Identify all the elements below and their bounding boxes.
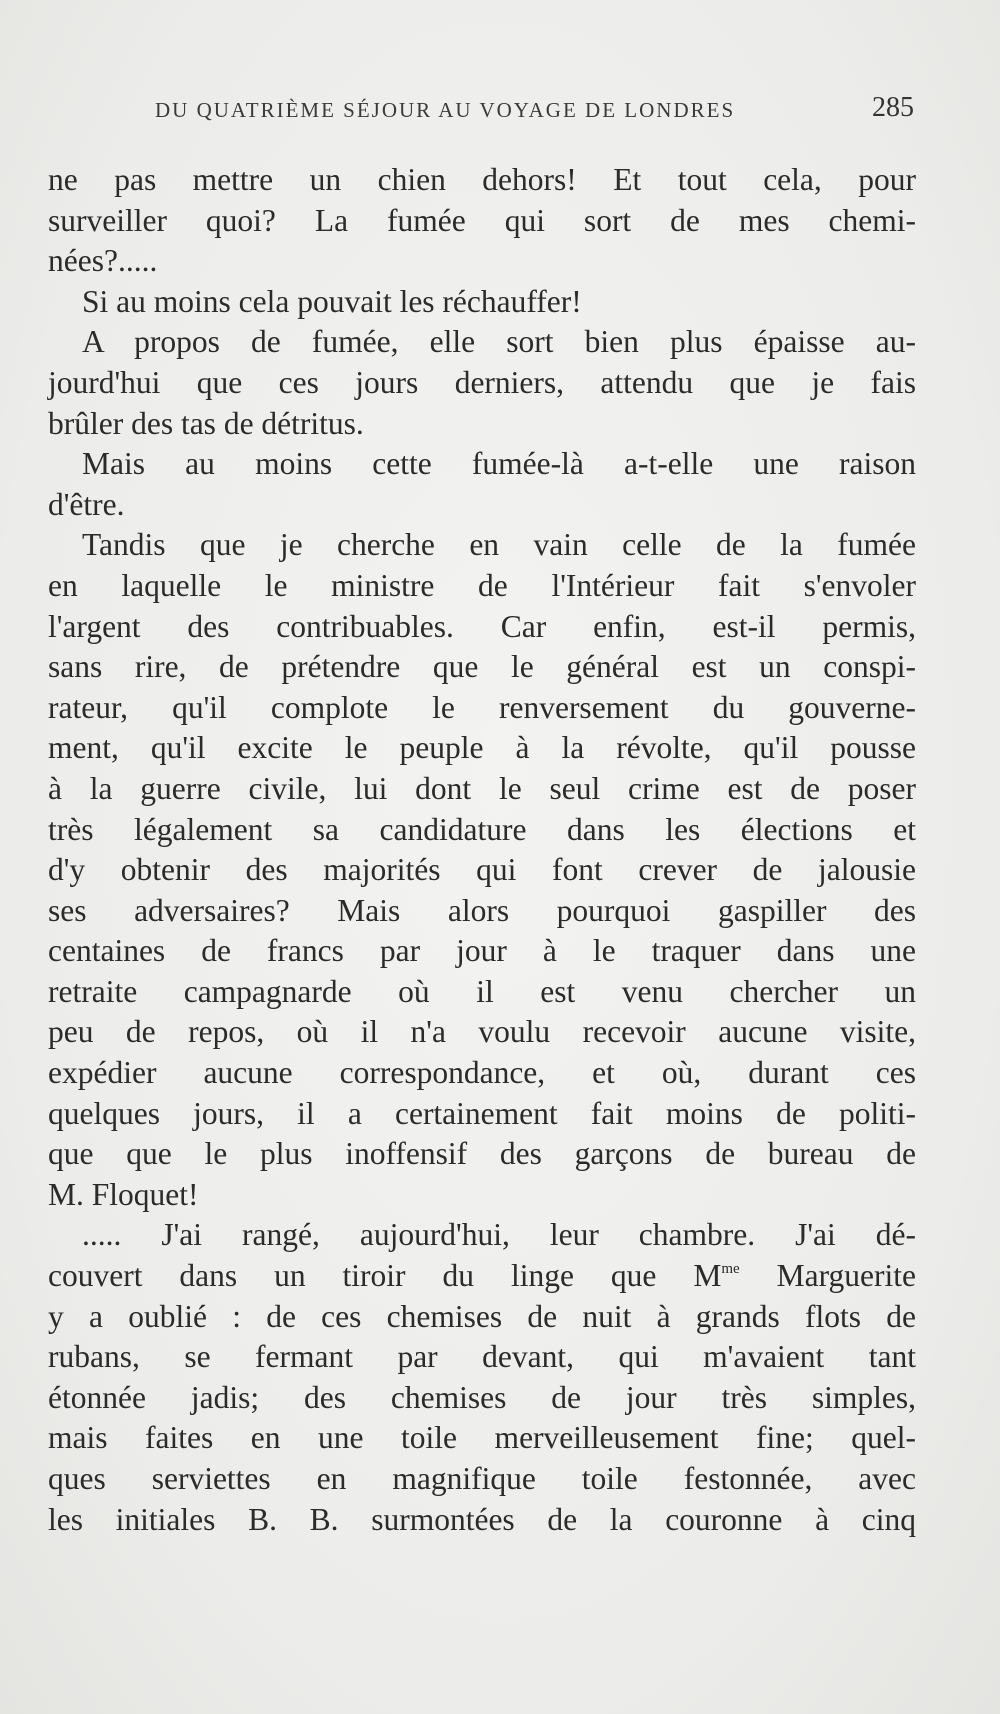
text-line: rubans, se fermant par devant, qui m'avaient tant: [48, 1339, 916, 1375]
page-number: 285: [872, 92, 914, 123]
text-line: peu de repos, où il n'a voulu recevoir aucune visite,: [48, 1014, 916, 1050]
superscript: me: [721, 1261, 740, 1278]
text-line: rateur, qu'il complote le renversement du gouverne-: [48, 689, 916, 725]
text-line: très légalement sa candidature dans les élections et: [48, 811, 916, 847]
text-line: à la guerre civile, lui dont le seul crime est de poser: [48, 770, 916, 806]
text-line: Si au moins cela pouvait les réchauffer!: [82, 283, 582, 319]
text-line: brûler des tas de détritus.: [48, 405, 364, 441]
text-line: en laquelle le ministre de l'Intérieur fait s'envoler: [48, 567, 916, 603]
text-line: nées?.....: [48, 243, 158, 279]
text-line: ses adversaires? Mais alors pourquoi gaspiller des: [48, 892, 916, 928]
text-line: ques serviettes en magnifique toile festonnée, avec: [48, 1461, 916, 1496]
text-line: quelques jours, il a certainement fait moins de politi-: [48, 1095, 916, 1131]
text-line: ne pas mettre un chien dehors! Et tout cela, pour: [48, 162, 916, 197]
text-line: surveiller quoi? La fumée qui sort de mes chemi-: [48, 202, 916, 238]
text-line: étonnée jadis; des chemises de jour très simples,: [48, 1379, 916, 1415]
text-line: retraite campagnarde où il est venu chercher un: [48, 973, 916, 1009]
text-line: d'y obtenir des majorités qui font crever de jalousie: [48, 852, 916, 888]
text-line: sans rire, de prétendre que le général est un conspi-: [48, 649, 916, 685]
text-line: Mais au moins cette fumée-là a-t-elle une raison: [82, 446, 916, 482]
text-line: ..... J'ai rangé, aujourd'hui, leur chambre. J'ai dé-: [82, 1217, 916, 1253]
text-line: M. Floquet!: [48, 1176, 199, 1212]
text-line: couvert dans un tiroir du linge que $M^{me}$ Marguerite: [48, 1258, 916, 1294]
text-line: Tandis que je cherche en vain celle de la fumée: [82, 527, 916, 563]
text-line: expédier aucune correspondance, et où, durant ces: [48, 1055, 916, 1091]
text-line: y a oublié : de ces chemises de nuit à grands flots de: [48, 1298, 916, 1334]
text-line: que que le plus inoffensif des garçons de bureau de: [48, 1136, 916, 1172]
running-head: DU QUATRIÈME SÉJOUR AU VOYAGE DE LONDRES: [155, 98, 736, 122]
text-line: mais faites en une toile merveilleusement fine; quel-: [48, 1420, 916, 1456]
text-line: jourd'hui que ces jours derniers, attendu que je fais: [48, 364, 916, 400]
text-line: l'argent des contribuables. Car enfin, est-il permis,: [48, 608, 916, 644]
text-line: centaines de francs par jour à le traquer dans une: [48, 933, 916, 969]
text-line: les initiales B. B. surmontées de la couronne à cinq: [48, 1501, 916, 1537]
text-body: [48, 160, 916, 1540]
text-line: d'être.: [48, 486, 125, 522]
text-line: A propos de fumée, elle sort bien plus épaisse au-: [82, 324, 916, 360]
text-line: ment, qu'il excite le peuple à la révolte, qu'il pousse: [48, 730, 916, 766]
